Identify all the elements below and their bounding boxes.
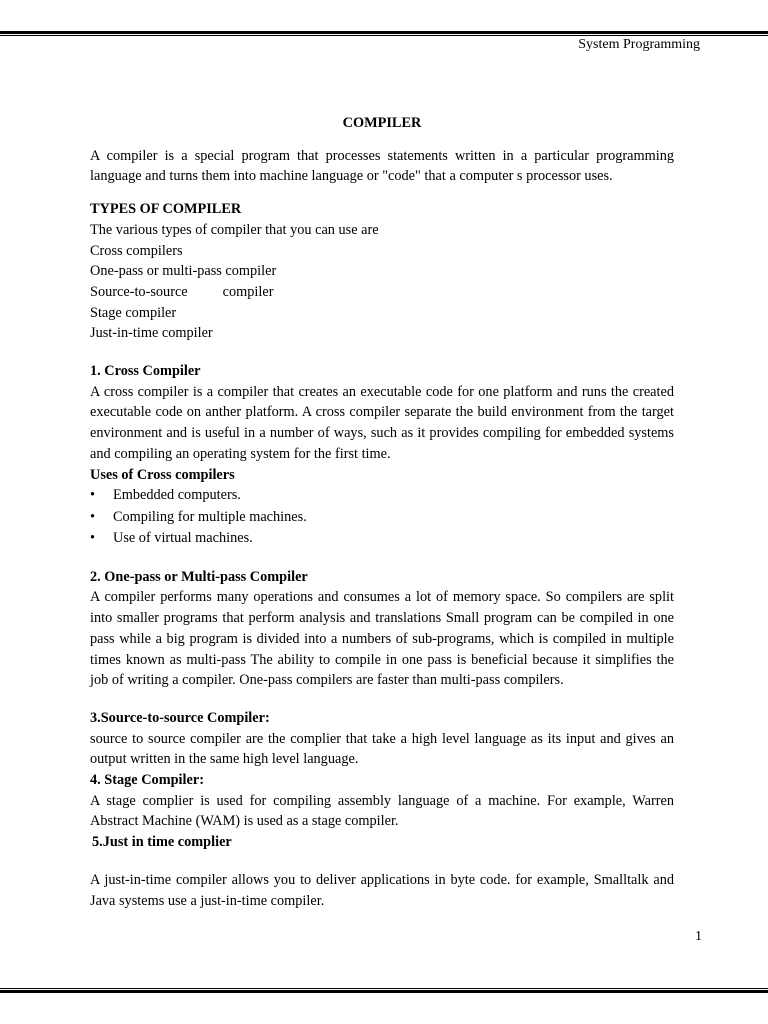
type-item: Source-to-source compiler <box>90 283 274 300</box>
types-heading: TYPES OF COMPILER <box>90 201 242 218</box>
type-item: Just-in-time compiler <box>90 325 213 342</box>
type-item: Cross compilers <box>90 242 183 259</box>
page-title: COMPILER <box>342 115 422 131</box>
type-item: Stage compiler <box>90 304 177 321</box>
cross-uses-list <box>90 485 674 550</box>
page-number: 1 <box>695 929 702 944</box>
jit-heading: 5.Just in time complier <box>92 834 232 851</box>
type-item: One-pass or multi-pass compiler <box>90 263 277 280</box>
intro-paragraph: A compiler is a special program that processes statements written in a particular programming language and turns them into machine language or "code" that a computer s processor uses. <box>90 147 674 185</box>
cross-uses-heading: Uses of Cross compilers <box>90 466 235 483</box>
jit-paragraph: A just-in-time compiler allows you to deliver applications in byte code. for example, Smalltalk and Java systems use a just-in-time compiler. <box>90 871 674 909</box>
stage-heading: 4. Stage Compiler: <box>90 772 204 789</box>
stage-paragraph: A stage complier is used for compiling assembly language of a machine. For example, Warren Abstract Machine (WAM) is used as a stage compiler. <box>90 792 674 830</box>
list-item: • Embedded computers. <box>90 485 674 507</box>
running-header: System Programming <box>578 37 700 52</box>
cross-compiler-paragraph: A cross compiler is a compiler that creates an executable code for one platform and runs the created executable code on anther platform. A cross compiler separate the build environment from the target environment and is useful in a number of ways, such as it provides compiling for embedded systems and compiling an operating system for the first time. <box>90 383 674 462</box>
s2s-heading: 3.Source-to-source Compiler: <box>90 709 270 726</box>
s2s-paragraph: source to source compiler are the complier that take a high level language as its input and gives an output written in the same high level language. <box>90 730 674 768</box>
onepass-paragraph: A compiler performs many operations and consumes a lot of memory space. So compilers are split into smaller programs that perform analysis and translations Small program can be compiled in one pass while a big program is divided into a numbers of sub-programs, which is compiled in multiple times known as multi-pass The ability to compile in one pass is beneficial because it simplifies the job of writing a compiler. One-pass compilers are faster than multi-pass compilers. <box>90 589 674 689</box>
list-item: • Use of virtual machines. <box>90 528 674 550</box>
onepass-heading: 2. One-pass or Multi-pass Compiler <box>90 568 308 585</box>
footer-rule <box>0 988 768 993</box>
list-item: • Compiling for multiple machines. <box>90 507 674 529</box>
types-lead: The various types of compiler that you can use are <box>90 221 379 238</box>
header-rule <box>0 31 768 36</box>
page-body <box>90 113 674 911</box>
cross-compiler-heading: 1. Cross Compiler <box>90 363 201 380</box>
